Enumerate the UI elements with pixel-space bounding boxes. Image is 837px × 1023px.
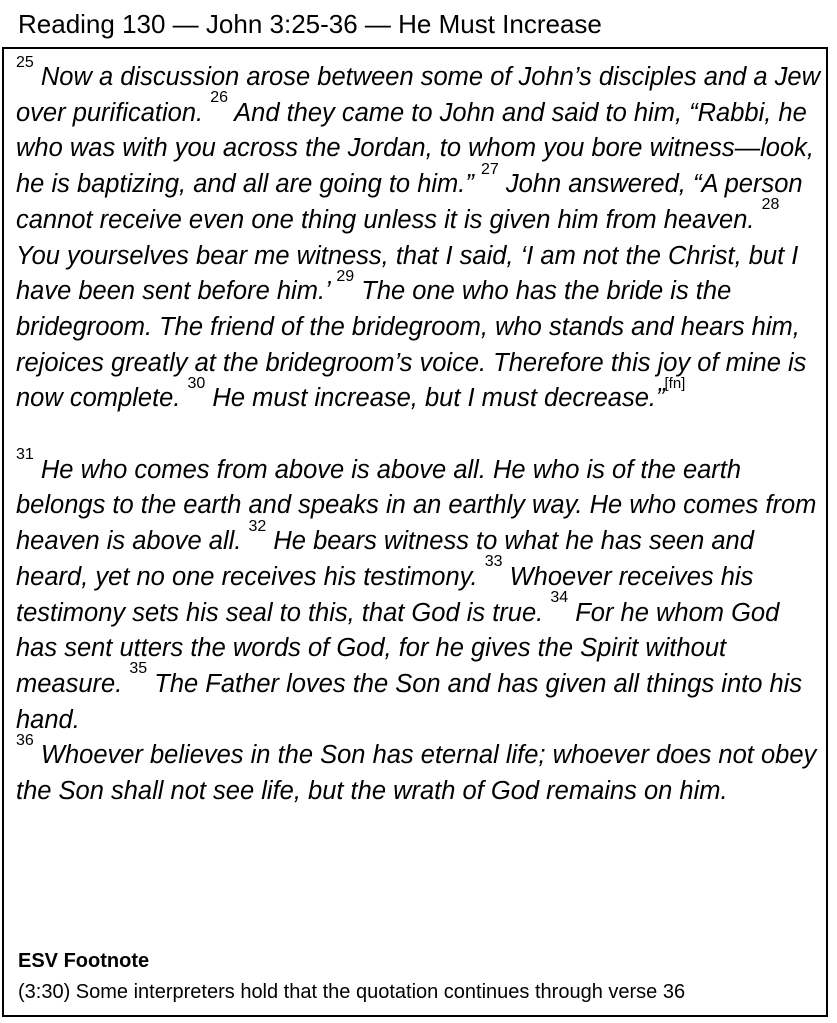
verse-number-30: 30 (187, 374, 206, 392)
verse-number-35: 35 (129, 660, 148, 678)
verse-text-35: The Father loves the Son and has given all things into his hand. (16, 669, 803, 734)
scripture-passage (16, 53, 822, 810)
verse-number-28: 28 (761, 196, 780, 214)
footnote-marker[interactable]: [fn] (664, 374, 686, 392)
verse-text-28: You yourselves bear me witness, that I said, ‘I am not the Christ, but I have been sent before him.’ (16, 241, 799, 306)
verse-number-32: 32 (248, 517, 267, 535)
verse-number-34: 34 (550, 589, 569, 607)
paragraph-1 (16, 53, 822, 417)
verse-number-31: 31 (16, 446, 34, 464)
verse-number-33: 33 (484, 553, 503, 571)
verse-text-32: He bears witness to what he has seen and heard, yet no one receives his testimony. (16, 527, 754, 591)
footnote-heading: ESV Footnote (18, 950, 150, 972)
verse-text-33: Whoever receives his testimony sets his seal to this, that God is true. (16, 562, 754, 627)
footnote-text: (3:30) Some interpreters hold that the quotation continues through verse 36 (18, 981, 686, 1003)
verse-number-26: 26 (210, 89, 228, 107)
verse-text-27: John answered, “A person cannot receive even one thing unless it is given him from heaven. (16, 170, 803, 234)
verse-number-36: 36 (16, 731, 34, 749)
page-title: Reading 130 — John 3:25-36 — He Must Increase (18, 9, 602, 39)
verse-text-26: And they came to John and said to him, “Rabbi, he who was with you across the Jordan, to whom you bore witness—look, he is baptizing, and all are going to him.” (16, 98, 814, 199)
verse-text-30: He must increase, but I must decrease.” (205, 384, 665, 413)
paragraph-2 (16, 446, 822, 810)
verse-text-34: For he whom God has sent utters the words of God, for he gives the Spirit without measure. (16, 598, 780, 698)
verse-number-27: 27 (480, 160, 499, 178)
verse-text-36: Whoever believes in the Son has eternal life; whoever does not obey the Son shall not see life, but the wrath of God remains on him. (16, 741, 817, 806)
verse-text-25: Now a discussion arose between some of John’s disciples and a Jew over purification. (16, 63, 821, 127)
verse-text-29: The one who has the bride is the bridegroom. The friend of the bridegroom, who stands and hears him, rejoices greatly at the bridegroom’s voice. Therefore this joy of mine is now complete. (16, 277, 807, 413)
verse-text-31: He who comes from above is above all. He who is of the earth belongs to the earth and speaks in an earthly way. He who comes from heaven is above all. (16, 455, 817, 556)
verse-number-25: 25 (16, 53, 34, 71)
verse-number-29: 29 (336, 267, 355, 285)
